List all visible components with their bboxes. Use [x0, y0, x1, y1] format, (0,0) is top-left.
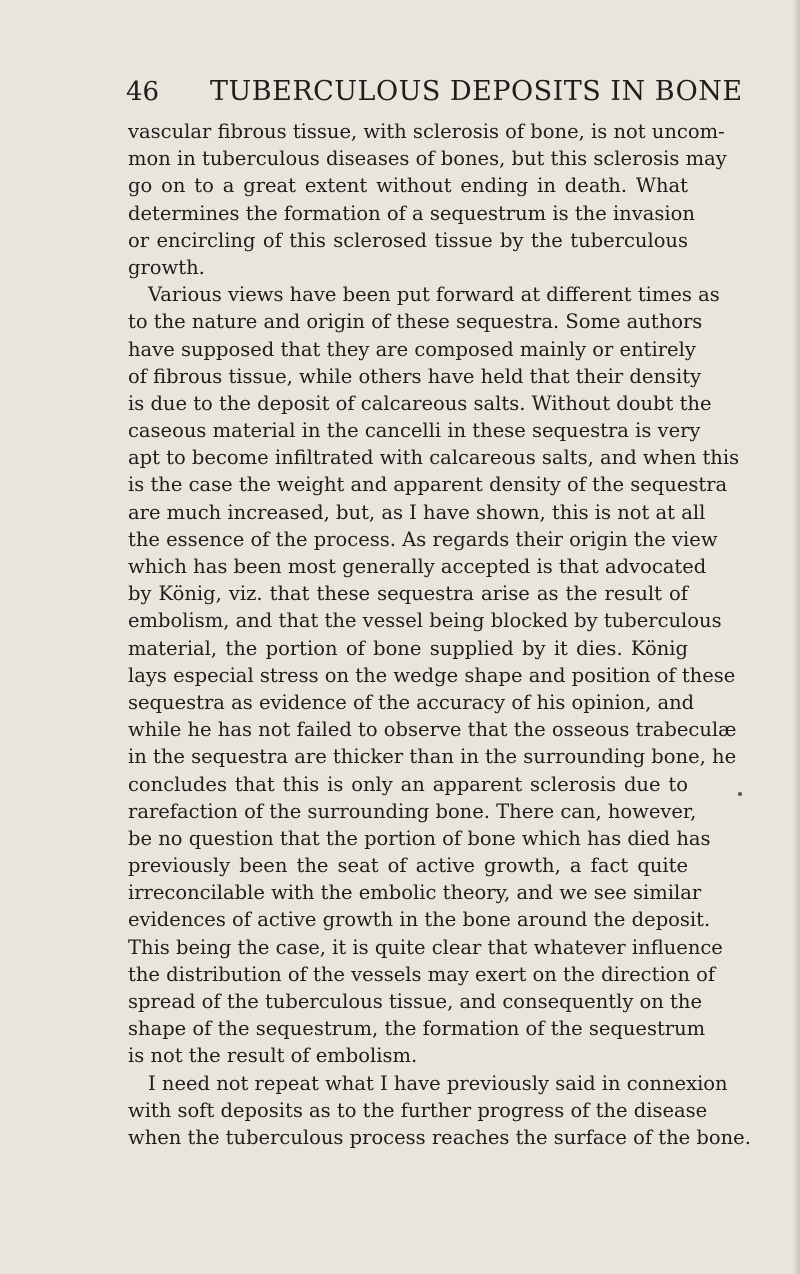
- text-line: determines the formation of a sequestrum is the invasion: [128, 201, 695, 225]
- body-text: [128, 118, 751, 1151]
- page-header: [0, 72, 800, 112]
- text-line: go on to a great extent without ending in death. What: [128, 174, 688, 198]
- text-line: material, the portion of bone supplied by it dies. König: [128, 636, 688, 660]
- text-line: is not the result of embolism.: [128, 1044, 418, 1068]
- text-line: This being the case, it is quite clear that whatever influence: [128, 935, 723, 959]
- text-line: previously been the seat of active growth, a fact quite: [128, 854, 688, 878]
- text-line: be no question that the portion of bone which has died has: [128, 826, 711, 850]
- text-line: apt to become infiltrated with calcareous salts, and when this: [128, 446, 740, 470]
- running-title: TUBERCULOUS DEPOSITS IN BONE: [210, 76, 743, 107]
- text-line: evidences of active growth in the bone around the deposit.: [128, 908, 711, 932]
- text-line: by König, viz. that these sequestra arise as the result of: [128, 582, 688, 606]
- text-line: irreconcilable with the embolic theory, and we see similar: [128, 881, 702, 905]
- text-line: while he has not failed to observe that the osseous trabeculæ: [128, 718, 737, 742]
- text-line: sequestra as evidence of the accuracy of his opinion, and: [128, 690, 695, 714]
- text-line: shape of the sequestrum, the formation of the sequestrum: [128, 1017, 706, 1041]
- page-edge-shadow: [792, 0, 800, 1274]
- text-line: vascular fibrous tissue, with sclerosis of bone, is not uncom-: [128, 120, 725, 143]
- text-line: caseous material in the cancelli in these sequestra is very: [128, 419, 701, 443]
- text-line: concludes that this is only an apparent sclerosis due to: [128, 772, 688, 796]
- text-line: the distribution of the vessels may exert on the direction of: [128, 962, 716, 986]
- text-line: rarefaction of the surrounding bone. There can, however,: [128, 799, 697, 823]
- page-number: 46: [126, 77, 160, 107]
- text-line: is the case the weight and apparent density of the sequestra: [128, 473, 728, 497]
- margin-dot-mark: [738, 792, 742, 796]
- text-line: lays especial stress on the wedge shape and position of these: [128, 663, 736, 687]
- text-line: Various views have been put forward at different times as: [148, 283, 720, 307]
- text-line: or encircling of this sclerosed tissue by the tuberculous: [128, 228, 688, 252]
- text-line: in the sequestra are thicker than in the surrounding bone, he: [128, 745, 737, 769]
- text-line: to the nature and origin of these sequestra. Some authors: [128, 310, 703, 334]
- text-line: which has been most generally accepted is that advocated: [128, 555, 707, 578]
- text-line: growth.: [128, 255, 205, 279]
- text-line: I need not repeat what I have previously said in connexion: [148, 1071, 728, 1095]
- text-line: of fibrous tissue, while others have held that their density: [128, 364, 702, 388]
- text-line: the essence of the process. As regards their origin the view: [128, 527, 718, 551]
- text-line: is due to the deposit of calcareous salts. Without doubt the: [128, 391, 712, 415]
- text-line: embolism, and that the vessel being blocked by tuberculous: [128, 609, 722, 633]
- text-line: are much increased, but, as I have shown, this is not at all: [128, 500, 706, 524]
- text-line: when the tuberculous process reaches the surface of the bone.: [128, 1125, 751, 1149]
- text-line: with soft deposits as to the further progress of the disease: [128, 1098, 708, 1122]
- text-line: have supposed that they are composed mainly or entirely: [128, 337, 696, 361]
- text-line: spread of the tuberculous tissue, and consequently on the: [128, 990, 702, 1013]
- text-line: mon in tuberculous diseases of bones, but this sclerosis may: [128, 147, 727, 171]
